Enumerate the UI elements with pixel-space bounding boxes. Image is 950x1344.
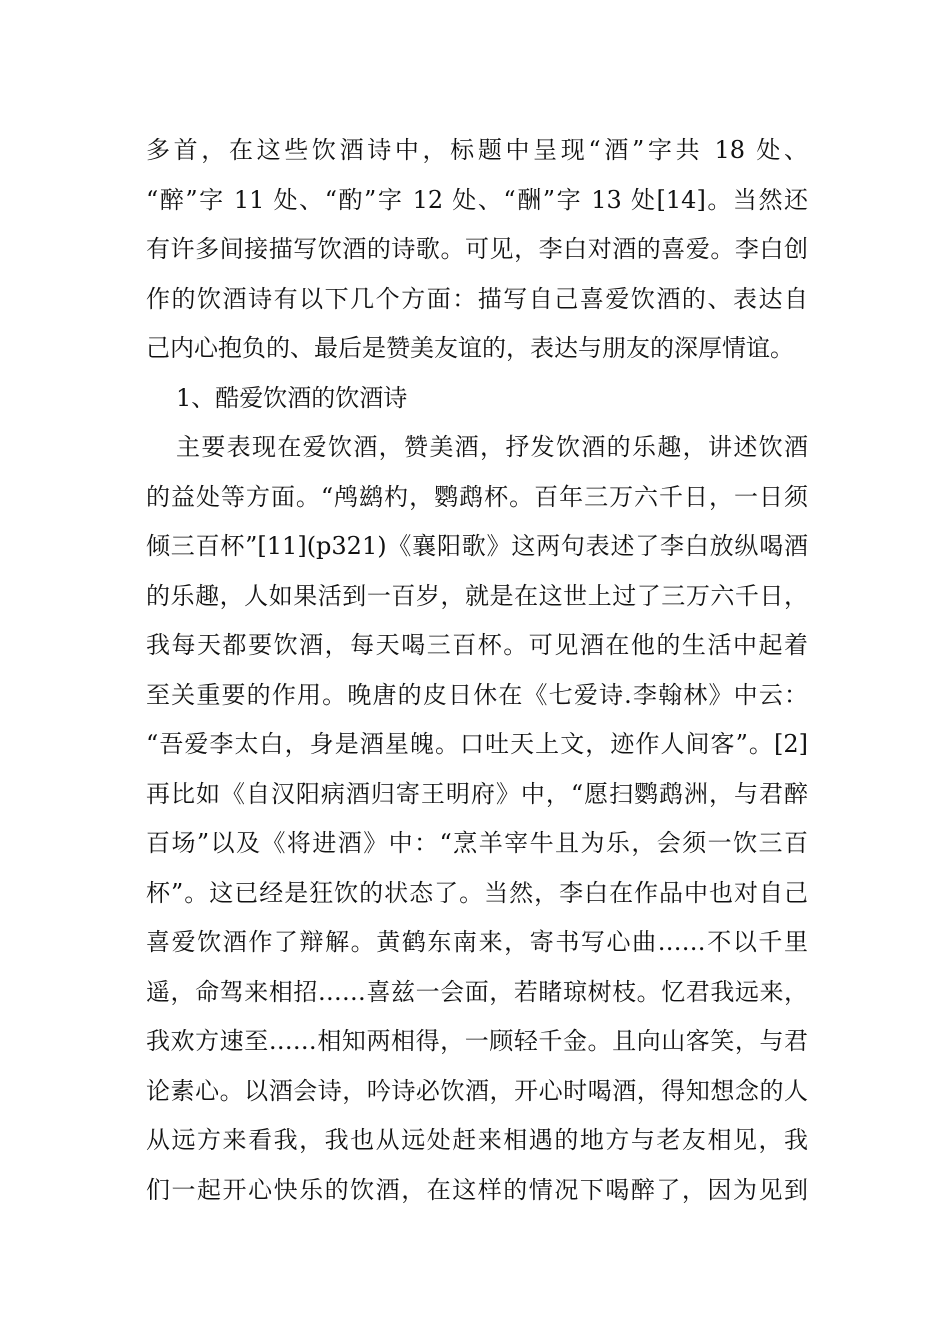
text-line: 有许多间接描写饮酒的诗歌。可见，李白对酒的喜爱。李白创 [146,235,808,263]
text-line: 杯”。这已经是狂饮的状态了。当然，李白在作品中也对自己 [146,878,808,907]
text-line: 遥，命驾来相招……喜兹一会面，若睹琼树枝。忆君我远来， [146,977,808,1006]
text-line: 作的饮酒诗有以下几个方面：描写自己喜爱饮酒的、表达自 [146,284,808,313]
text-line: 我欢方速至……相知两相得，一顾轻千金。且向山客笑，与君 [146,1027,808,1055]
text-line: 主要表现在爱饮酒，赞美酒，抒发饮酒的乐趣，讲述饮酒 [176,433,808,461]
text-line: 喜爱饮酒作了辩解。黄鹤东南来，寄书写心曲……不以千里 [146,928,808,956]
section-heading: 1、酷爱饮酒的饮酒诗 [176,383,408,412]
text-line: “吾爱李太白，身是酒星魄。口吐天上文，迹作人间客”。[2] [146,730,808,758]
text-line: 己内心抱负的、最后是赞美友谊的，表达与朋友的深厚情谊。 [146,334,794,362]
text-line: 再比如《自汉阳病酒归寄王明府》中，“愿扫鹦鹉洲，与君醉 [146,779,808,808]
text-line: 我每天都要饮酒，每天喝三百杯。可见酒在他的生活中起着 [146,631,808,659]
text-line: 论素心。以酒会诗，吟诗必饮酒，开心时喝酒，得知想念的人 [146,1076,808,1105]
text-line: 倾三百杯”[11](p321)《襄阳歌》这两句表述了李白放纵喝酒 [146,532,808,560]
text-line: 的益处等方面。“鸬鹚杓，鹦鹉杯。百年三万六千日，一日须 [146,482,808,511]
text-line: 百场”以及《将进酒》中：“烹羊宰牛且为乐，会须一饮三百 [146,829,808,857]
text-line: “醉”字 11 处、“酌”字 12 处、“酬”字 13 处[14]。当然还 [146,185,808,214]
text-line: 至关重要的作用。晚唐的皮日休在《七爱诗.李翰林》中云： [146,680,808,709]
document-page [146,126,808,1215]
text-line: 多首，在这些饮酒诗中，标题中呈现“酒”字共 18 处、 [146,136,808,164]
text-line: 从远方来看我，我也从远处赶来相遇的地方与老友相见，我 [146,1126,808,1154]
text-line: 的乐趣，人如果活到一百岁，就是在这世上过了三万六千日， [146,581,808,610]
text-line: 们一起开心快乐的饮酒，在这样的情况下喝醉了，因为见到 [146,1175,808,1204]
